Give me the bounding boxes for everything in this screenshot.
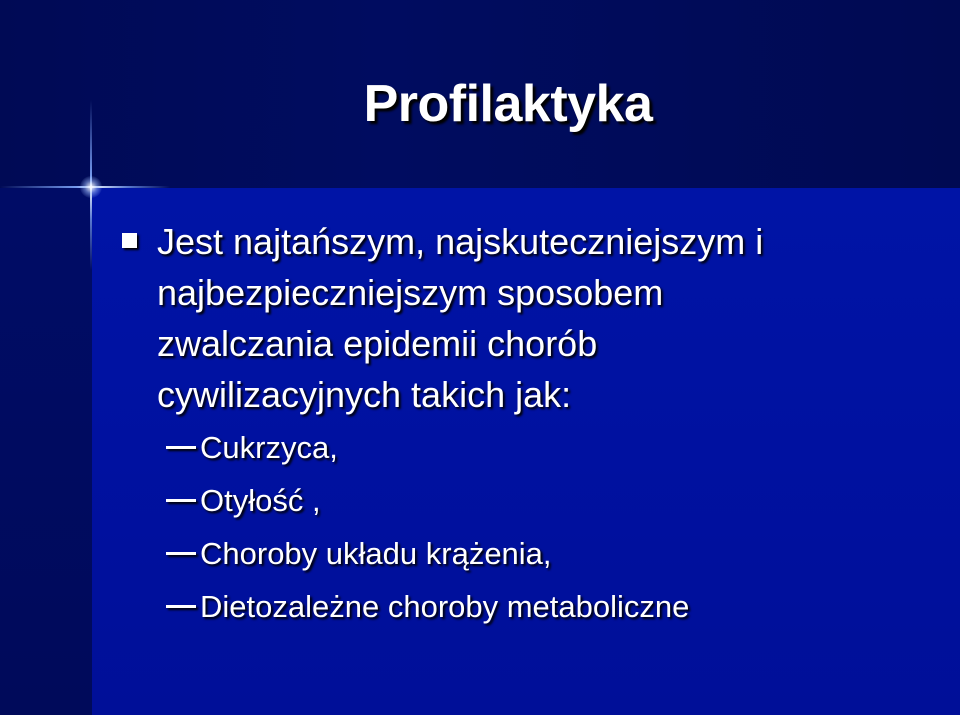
left-band	[0, 188, 92, 715]
sub-item-label: Cukrzyca,	[200, 430, 338, 465]
sub-item-label: Otyłość ,	[200, 483, 321, 518]
bullet-line-4: cywilizacyjnych takich jak:	[157, 374, 572, 415]
sub-item-diabetes	[166, 422, 926, 474]
sub-item-obesity	[166, 475, 926, 527]
crosshair-glow	[80, 176, 102, 198]
dash-icon	[166, 499, 196, 502]
square-bullet-icon	[122, 233, 137, 248]
dash-icon	[166, 446, 196, 449]
sub-item-metabolic	[166, 581, 926, 633]
slide-title: Profilaktyka	[363, 75, 653, 133]
bullet-line-1: Jest najtańszym, najskuteczniejszym i	[157, 221, 764, 262]
sub-item-circulatory	[166, 528, 926, 580]
sub-item-label: Choroby układu krążenia,	[200, 536, 552, 571]
dash-icon	[166, 552, 196, 555]
main-bullet-text	[157, 216, 917, 420]
sub-item-label: Dietozależne choroby metaboliczne	[200, 589, 690, 624]
bullet-line-3: zwalczania epidemii chorób	[157, 323, 598, 364]
dash-icon	[166, 605, 196, 608]
bullet-line-2: najbezpieczniejszym sposobem	[157, 272, 664, 313]
